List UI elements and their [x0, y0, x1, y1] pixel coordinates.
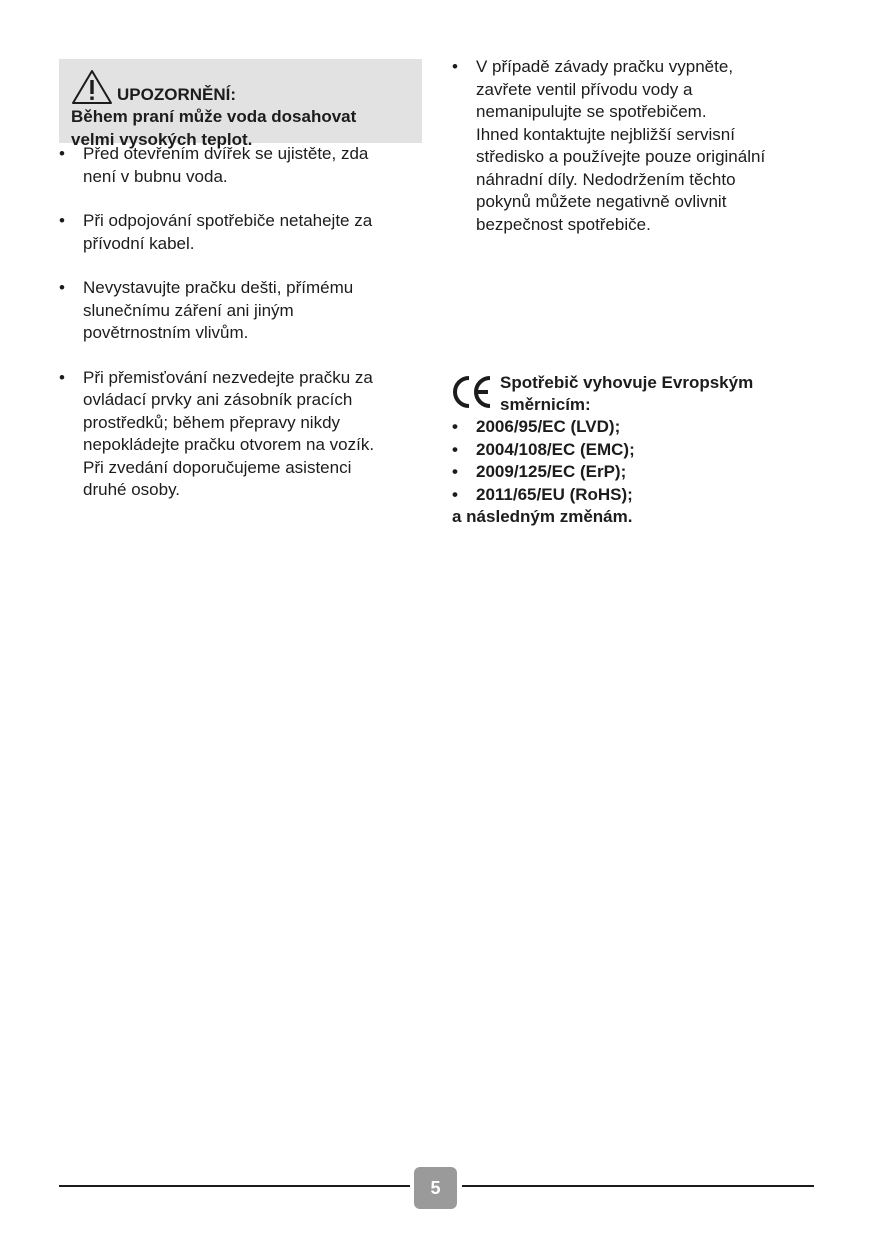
list-item	[452, 416, 822, 439]
list-item	[452, 461, 822, 484]
bullet-icon: •	[452, 439, 458, 459]
directive-text: 2009/125/EC (ErP);	[476, 462, 627, 481]
list-item-line: Ihned kontaktujte nejbližší servisní	[476, 124, 735, 144]
list-item	[59, 277, 422, 345]
list-item-line: Nevystavujte pračku dešti, přímému	[83, 278, 354, 297]
warning-text-line: Během praní může voda dosahovat	[71, 107, 357, 126]
list-item	[452, 56, 822, 236]
directive-text: 2004/108/EC (EMC);	[476, 439, 635, 459]
list-item	[452, 439, 822, 462]
list-item-line: Při odpojování spotřebiče netahejte za	[83, 211, 373, 230]
list-item-line: Při přemisťování nezvedejte pračku za	[83, 367, 373, 387]
bullet-icon: •	[59, 211, 65, 230]
directive-list	[452, 416, 822, 506]
bullet-icon: •	[452, 57, 458, 76]
list-item-line: nepokládejte pračku otvorem na vozík.	[83, 435, 375, 454]
list-item-line: povětrnostním vlivům.	[83, 323, 249, 342]
list-item-line: náhradní díly. Nedodržením těchto	[476, 169, 736, 189]
list-item-line: přívodní kabel.	[83, 233, 195, 253]
ce-header	[452, 372, 822, 416]
list-item-line: slunečnímu záření ani jiným	[83, 300, 294, 320]
list-item-line: Při zvedání doporučujeme asistenci	[83, 457, 352, 477]
warning-header	[71, 67, 410, 105]
footer-divider-left	[59, 1185, 410, 1187]
list-item-line: V případě závady pračku vypněte,	[476, 57, 734, 76]
bullet-icon: •	[59, 367, 65, 387]
directive-text: 2006/95/EC (LVD);	[476, 417, 621, 436]
list-item-line: Před otevřením dvířek se ujistěte, zda	[83, 144, 369, 163]
warning-triangle-icon	[71, 69, 113, 105]
fault-bullet-list	[452, 56, 822, 236]
list-item-line: ovládací prvky ani zásobník pracích	[83, 390, 353, 409]
list-item	[452, 484, 822, 507]
ce-header-text	[500, 372, 753, 416]
ce-header-line: směrnicím:	[500, 395, 591, 414]
bullet-icon: •	[452, 462, 458, 481]
ce-mark-icon	[452, 374, 492, 410]
list-item-line: středisko a používejte pouze originální	[476, 147, 766, 166]
warning-box	[59, 59, 422, 149]
bullet-icon: •	[452, 417, 458, 436]
list-item-line: nemanipulujte se spotřebičem.	[476, 102, 707, 121]
list-item-line: druhé osoby.	[83, 480, 181, 499]
directive-text: 2011/65/EU (RoHS);	[476, 484, 633, 504]
list-item-line: zavřete ventil přívodu vody a	[476, 79, 693, 99]
right-column	[452, 56, 822, 529]
warning-text-line: velmi vysokých teplot.	[71, 130, 253, 149]
safety-bullet-list	[59, 143, 422, 502]
ce-header-line: Spotřebič vyhovuje Evropským	[500, 373, 754, 392]
list-item-line: bezpečnost spotřebiče.	[476, 214, 651, 234]
bullet-icon: •	[59, 144, 65, 163]
bullet-icon: •	[452, 484, 458, 504]
ce-tail-text: a následným změnám.	[452, 507, 633, 526]
page-number-badge: 5	[414, 1167, 457, 1209]
ce-compliance-block	[452, 372, 822, 529]
list-item	[59, 210, 422, 255]
bullet-icon: •	[59, 278, 65, 297]
list-item-line: prostředků; během přepravy nikdy	[83, 412, 341, 432]
list-item	[59, 143, 422, 188]
left-column	[59, 59, 422, 524]
list-item-line: pokynů můžete negativně ovlivnit	[476, 192, 727, 211]
list-item-line: není v bubnu voda.	[83, 166, 228, 186]
warning-title: UPOZORNĚNÍ:	[117, 85, 236, 104]
footer-divider-right	[462, 1185, 814, 1187]
list-item	[59, 367, 422, 502]
